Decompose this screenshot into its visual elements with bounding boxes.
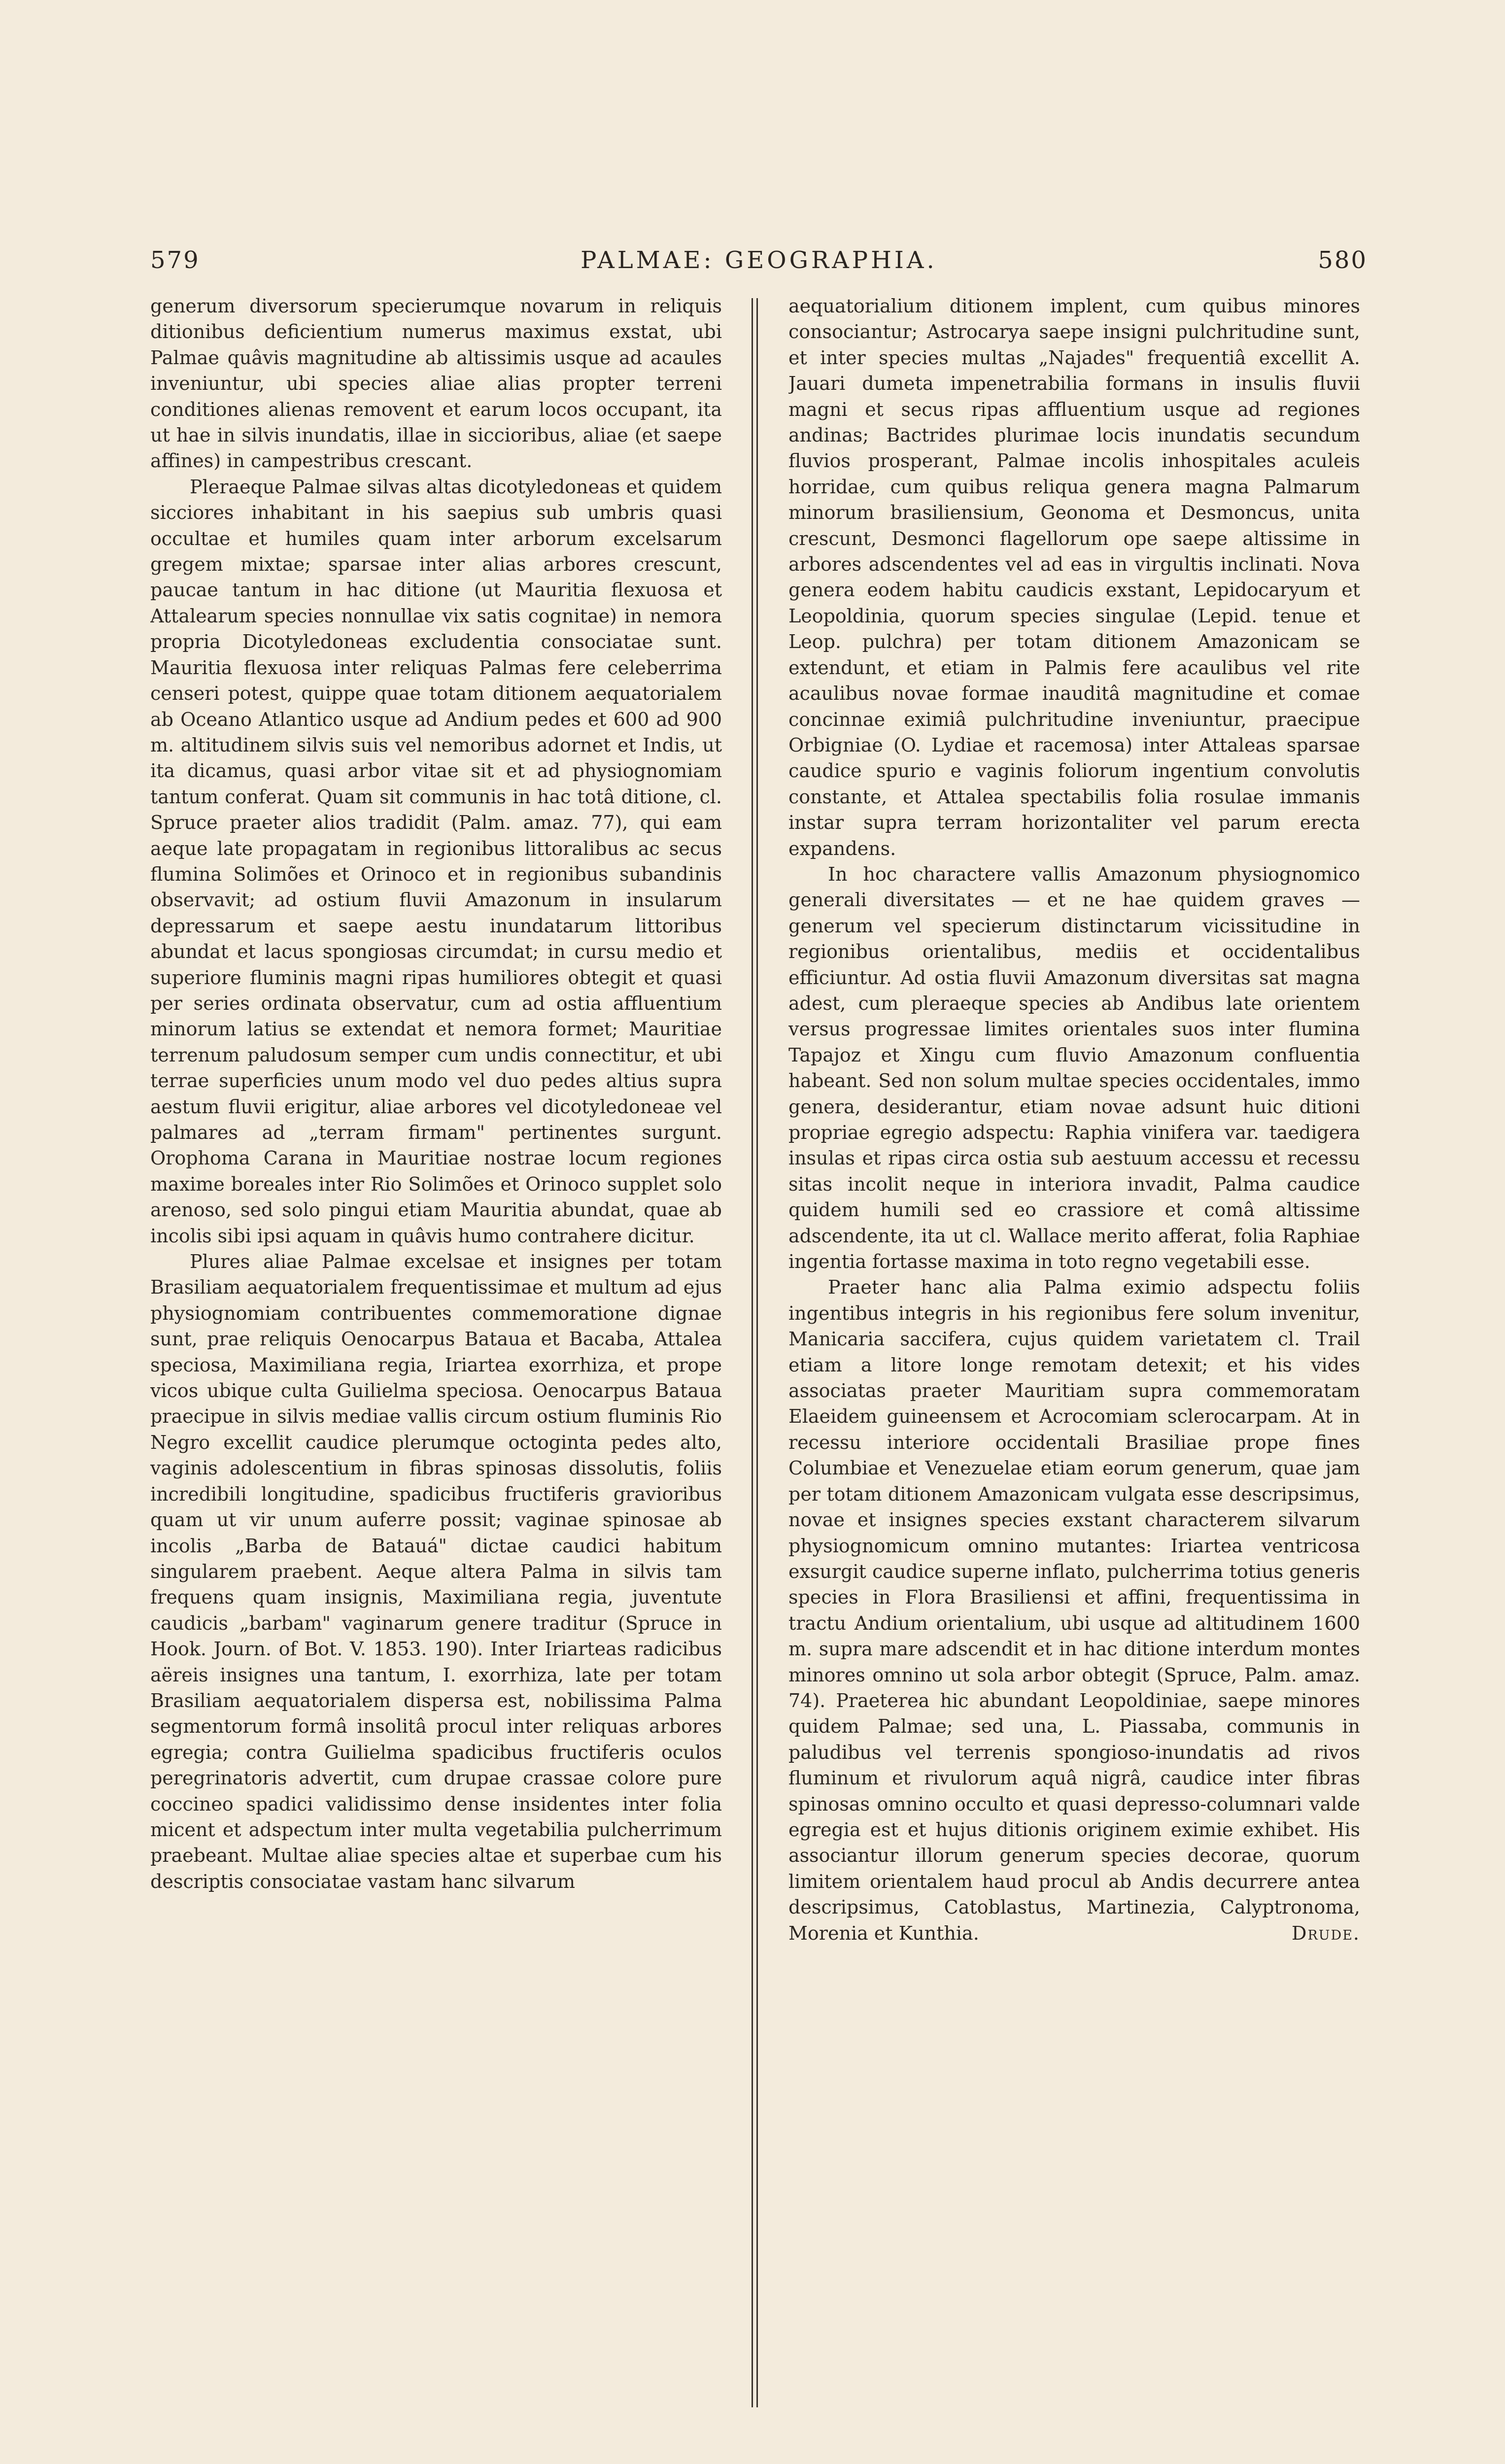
paragraph: Plures aliae Palmae excelsae et insignes per totam Brasiliam aequatorialem frequentissimae et multum ad ejus physiognomiam contribuentes commemoratione dignae sunt, prae reliquis Oenocarpus Bataua et Bacaba, Attalea speciosa, Maximiliana regia, Iriartea exorrhiza, et prope vicos ubique culta Guilielma speciosa. Oenocarpus Bataua praecipue in silvis mediae vallis circum ostium fluminis Rio Negro excellit caudice plerumque octoginta pedes alto, vaginis adolescentium in fibras spinosas dissolutis, foliis incredibili longitudine, spadicibus fructiferis gravioribus quam ut vir unum auferre possit; vaginae spinosae ab incolis „Barba de Batauá" dictae caudici habitum singularem praebent. Aeque altera Palma in silvis tam frequens quam insignis, Maximiliana regia, juventute caudicis „barbam" vaginarum genere traditur (Spruce in Hook. Journ. of Bot. V. 1853. 190). Inter Iriarteas radicibus aëreis insignes una tantum, I. exorrhiza, late per totam Brasiliam aequatorialem dispersa est, nobilissima Palma segmentorum formâ insolitâ procul inter reliquas arbores egregia; contra Guilielma spadicibus fructiferis oculos peregrinatoris advertit, cum drupae crassae colore pure coccineo spadici validissimo dense insidentes inter folia micent et adspectum inter multa vegetabilia pulcherrimum praebeant. Multae aliae species altae et superbae cum his descriptis consociatae vastam hanc silvarum: [150, 1251, 722, 1892]
paragraph: In hoc charactere vallis Amazonum physiognomico generali diversitates — et ne hae quidem graves — generum vel specierum distinctarum vicissitudine in regionibus orientalibus, mediis et occidentalibus efficiuntur. Ad ostia fluvii Amazonum diversitas sat magna adest, cum pleraeque species ab Andibus late orientem versus progressae limites orientales suos inter flumina Tapajoz et Xingu cum fluvio Amazonum confluentia habeant. Sed non solum multae species occidentales, immo genera, desiderantur, etiam novae adsunt huic ditioni propriae egregio adspectu: Raphia vinifera var. taedigera insulas et ripas circa ostia sub aestuum accessu et recessu sitas incolit neque in interiora invadit, Palma caudice quidem humili sed eo crassiore et comâ altissime adscendente, ita ut cl. Wallace merito afferat, folia Raphiae ingentia fortasse maxima in toto regno vegetabili esse.: [788, 863, 1360, 1273]
running-header: [150, 246, 1368, 286]
page-number-left: 579: [150, 246, 200, 274]
paragraph: aequatorialium ditionem implent, cum quibus minores consociantur; Astrocarya saepe insigni pulchritudine sunt, et inter species multas „Najades" frequentiâ excellit A. Jauari dumeta impenetrabilia formans in insulis fluvii magni et secus ripas affluentium usque ad regiones andinas; Bactrides plurimae locis inundatis secundum fluvios prosperant, Palmae incolis inhospitales aculeis horridae, cum quibus reliqua genera magna Palmarum minorum brasiliensium, Geonoma et Desmoncus, unita crescunt, Desmonci flagellorum ope saepe altissime in arbores adscendentes vel ad eas in virgultis inclinati. Nova genera eodem habitu caudicis exstant, Lepidocaryum et Leopoldinia, quorum species singulae (Lepid. tenue et Leop. pulchra) per totam ditionem Amazonicam se extendunt, et etiam in Palmis fere acaulibus vel rite acaulibus novae formae inauditâ magnitudine et comae concinnae eximiâ pulchritudine inveniuntur, praecipue Orbigniae (O. Lydiae et racemosa) inter Attaleas sparsae caudice spurio e vaginis foliorum ingentium convolutis constante, et Attalea spectabilis folia rosulae immanis instar supra terram horizontaliter vel parum erecta expandens.: [788, 295, 1360, 859]
running-title: PALMAE: GEOGRAPHIA.: [581, 246, 937, 274]
author-signature: Drude.: [1292, 1922, 1360, 1944]
page-number-right: 580: [1318, 246, 1368, 274]
paragraph: generum diversorum specierumque novarum in reliquis ditionibus deficientium numerus maximus exstat, ubi Palmae quâvis magnitudine ab altissimis usque ad acaules inveniuntur, ubi species aliae alias propter terreni conditiones alienas removent et earum locos occupant, ita ut hae in silvis inundatis, illae in siccioribus, aliae (et saepe affines) in campestribus crescant.: [150, 295, 722, 472]
paragraph: Pleraeque Palmae silvas altas dicotyledoneas et quidem sicciores inhabitant in his saepius sub umbris quasi occultae et humiles quam inter arborum excelsarum gregem mixtae; sparsae inter alias arbores crescunt, paucae tantum in hac ditione (ut Mauritia flexuosa et Attalearum species nonnullae vix satis cognitae) in nemora propria Dicotyledoneas excludentia consociatae sunt. Mauritia flexuosa inter reliquas Palmas fere celeberrima censeri potest, quippe quae totam ditionem aequatorialem ab Oceano Atlantico usque ad Andium pedes et 600 ad 900 m. altitudinem silvis suis vel nemoribus adornet et Indis, ut ita dicamus, quasi arbor vitae sit et ad physiognomiam tantum conferat. Quam sit communis in hac totâ ditione, cl. Spruce praeter alios tradidit (Palm. amaz. 77), qui eam aeque late propagatam in regionibus littoralibus ac secus flumina Solimões et Orinoco et in regionibus subandinis observavit; ad ostium fluvii Amazonum in insularum depressarum et saepe aestu inundatarum littoribus abundat et lacus spongiosas circumdat; in cursu medio et superiore fluminis magni ripas humiliores obtegit et quasi per series ordinata observatur, cum ad ostia affluentium minorum latius se extendat et nemora formet; Mauritiae terrenum paludosum semper cum undis connectitur, et ubi terrae superficies unum modo vel duo pedes altius supra aestum fluvii erigitur, aliae arbores vel dicotyledoneae vel palmares ad „terram firmam" pertinentes surgunt. Orophoma Carana in Mauritiae nostrae locum regiones maxime boreales inter Rio Solimões et Orinoco supplet solo arenoso, sed solo pingui etiam Mauritia abundat, quae ab incolis sibi ipsi aquam in quâvis humo contrahere dicitur.: [150, 476, 722, 1247]
right-text-column: [788, 293, 1360, 2437]
paragraph: Praeter hanc alia Palma eximio adspectu foliis ingentibus integris in his regionibus fere solum invenitur, Manicaria saccifera, cujus quidem varietatem cl. Trail etiam a litore longe remotam detexit; et his vides associatas praeter Mauritiam supra commemoratam Elaeidem guineensem et Acrocomiam sclerocarpam. At in recessu interiore occidentali Brasiliae prope fines Columbiae et Venezuelae etiam eorum generum, quae jam per totam ditionem Amazonicam vulgata esse descripsimus, novae et insignes species exstant characterem silvarum physiognomicum omnino mutantes: Iriartea ventricosa exsurgit caudice superne inflato, pulcherrima totius generis species in Flora Brasiliensi et affini, frequentissima in tractu Andium orientalium, ubi usque ad altitudinem 1600 m. supra mare adscendit et in hac ditione interdum montes minores omnino ut sola arbor obtegit (Spruce, Palm. amaz. 74). Praeterea hic abundant Leopoldiniae, saepe minores quidem Palmae; sed una, L. Piassaba, communis in paludibus vel terrenis spongioso-inundatis ad rivos fluminum et rivulorum aquâ nigrâ, caudice inter fibras spinosas omnino occulto et quasi depresso-columnari valde egregia est et hujus ditionis originem eximie exhibet. His associantur illorum generum species decorae, quorum limitem orientalem haud procul ab Andis decurrere antea descripsimus, Catoblastus, Martinezia, Calyptronoma, Morenia et Kunthia.: [788, 1276, 1360, 1944]
column-divider-line: [756, 298, 758, 2407]
left-text-column: [150, 293, 722, 2437]
column-divider-line: [752, 298, 753, 2407]
